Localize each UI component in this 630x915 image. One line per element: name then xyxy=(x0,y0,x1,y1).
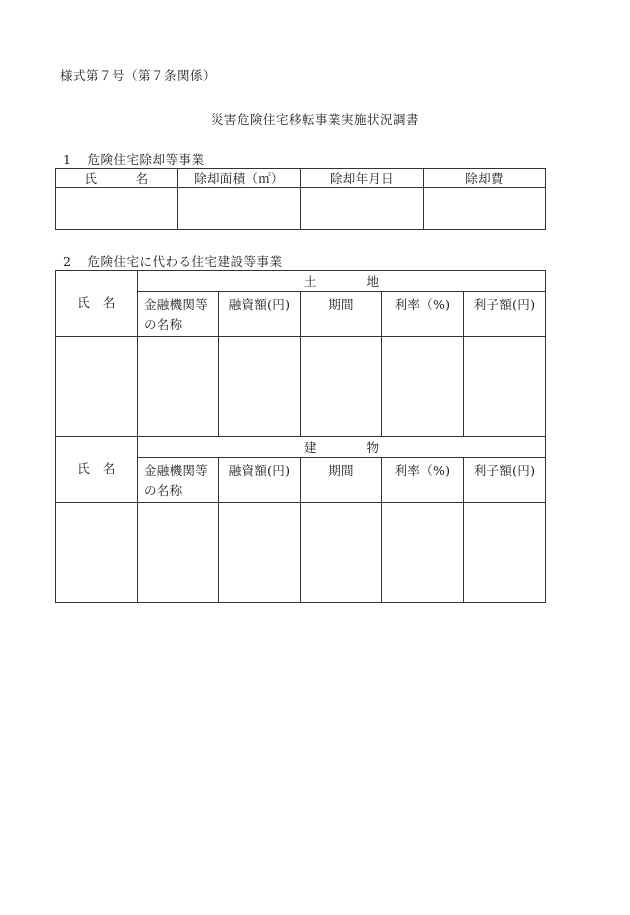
building-col-institution: 金融機関等の名称 xyxy=(138,458,219,503)
cost-cell xyxy=(424,188,546,230)
building-name-label: 氏 名 xyxy=(56,437,138,503)
land-col-institution: 金融機関等の名称 xyxy=(138,292,219,337)
building-group-row xyxy=(56,437,546,458)
col-name-header: 氏 名 xyxy=(56,169,178,188)
table-row xyxy=(56,337,546,437)
demolition-table xyxy=(55,168,546,230)
building-loan-cell xyxy=(219,503,301,603)
building-rate-cell xyxy=(382,503,464,603)
building-period-cell xyxy=(301,503,382,603)
section1-heading xyxy=(63,150,204,168)
section1-number: 1 xyxy=(63,152,72,167)
housing-construction-table xyxy=(55,270,546,603)
name-cell xyxy=(56,188,178,230)
building-col-interest: 利子額(円) xyxy=(464,458,546,503)
land-institution-cell xyxy=(138,337,219,437)
building-interest-cell xyxy=(464,503,546,603)
document-title: 災害危険住宅移転事業実施状況調書 xyxy=(210,112,419,127)
land-interest-cell xyxy=(464,337,546,437)
col-area-header: 除却面積（㎡） xyxy=(178,169,301,188)
land-group-row xyxy=(56,271,546,292)
building-name-cell xyxy=(56,503,138,603)
col-date-header: 除却年月日 xyxy=(301,169,424,188)
building-col-rate: 利率（%) xyxy=(382,458,464,503)
section2-number: 2 xyxy=(63,254,72,269)
col-cost-header: 除却費 xyxy=(424,169,546,188)
area-cell xyxy=(178,188,301,230)
section1-title: 危険住宅除却等事業 xyxy=(87,152,205,167)
land-name-label: 氏 名 xyxy=(56,271,138,337)
land-rate-cell xyxy=(382,337,464,437)
land-name-cell xyxy=(56,337,138,437)
building-institution-cell xyxy=(138,503,219,603)
land-period-cell xyxy=(301,337,382,437)
land-loan-cell xyxy=(219,337,301,437)
section2-heading xyxy=(63,252,282,270)
table-row xyxy=(56,188,546,230)
land-col-loan-amount: 融資額(円) xyxy=(219,292,301,337)
table-row xyxy=(56,503,546,603)
section2-title: 危険住宅に代わる住宅建設等事業 xyxy=(87,254,283,269)
table-header-row xyxy=(56,169,546,188)
land-col-rate: 利率（%) xyxy=(382,292,464,337)
form-number: 様式第７号（第７条関係） xyxy=(60,68,217,83)
building-group-label: 建 物 xyxy=(138,437,546,458)
land-group-label: 土 地 xyxy=(138,271,546,292)
building-col-loan-amount: 融資額(円) xyxy=(219,458,301,503)
land-col-period: 期間 xyxy=(301,292,382,337)
building-col-period: 期間 xyxy=(301,458,382,503)
date-cell xyxy=(301,188,424,230)
land-col-interest: 利子額(円) xyxy=(464,292,546,337)
